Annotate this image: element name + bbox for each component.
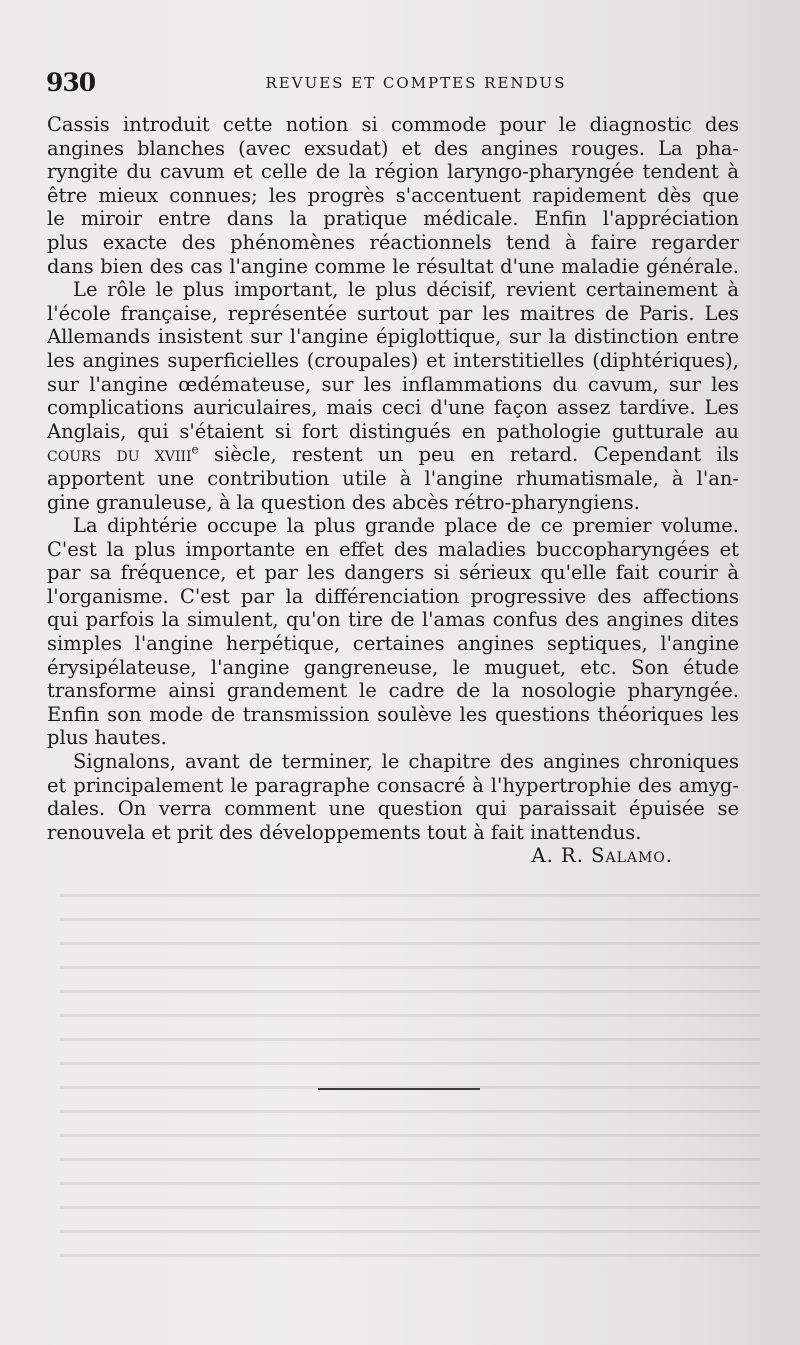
text-line: simples l'angine herpétique, certaines angines septiques, l'angine	[47, 632, 739, 656]
text-line: Allemands insistent sur l'angine épiglottique, sur la distinction entre	[47, 325, 739, 349]
bleed-through-texture	[60, 880, 760, 1260]
text-segment: cours du xviii	[47, 443, 192, 467]
text-line: dales. On verra comment une question qui paraissait épuisée se	[47, 797, 739, 821]
text-line: érysipélateuse, l'angine gangreneuse, le muguet, etc. Son étude	[47, 655, 739, 679]
text-line: C'est la plus importante en effet des maladies buccopharyngées et	[47, 537, 739, 561]
text-line: le miroir entre dans la pratique médicale. Enfin l'appréciation	[47, 207, 739, 231]
text-line: ryngite du cavum et celle de la région laryngo-pharyngée tendent à	[47, 160, 739, 184]
text-line: Anglais, qui s'étaient si fort distingués en pathologie gutturale au	[47, 419, 739, 443]
text-line: Le rôle le plus important, le plus décisif, revient certainement à	[73, 278, 739, 302]
text-line: transforme ainsi grandement le cadre de la nosologie pharyngée.	[47, 679, 739, 703]
text-line: dans bien des cas l'angine comme le résultat d'une maladie générale.	[47, 254, 739, 278]
text-line: sur l'angine œdémateuse, sur les inflammations du cavum, sur les	[47, 372, 739, 396]
text-line: plus exacte des phénomènes réactionnels tend à faire regarder	[47, 230, 739, 254]
text-segment: siècle, restent un peu en retard. Cependant ils	[198, 443, 739, 467]
text-line-composite	[47, 443, 739, 467]
author-signature: A. R. Salamo.	[531, 844, 673, 868]
text-line: qui parfois la simulent, qu'on tire de l'amas confus des angines dites	[47, 608, 739, 632]
body-text	[47, 113, 739, 868]
text-line: plus hautes.	[47, 726, 167, 750]
text-line: par sa fréquence, et par les dangers si sérieux qu'elle fait courir à	[47, 561, 739, 585]
running-head: REVUES ET COMPTES RENDUS	[265, 74, 567, 92]
text-line: être mieux connues; les progrès s'accentuent rapidement dès que	[47, 183, 739, 207]
text-line: gine granuleuse, à la question des abcès rétro-pharyngiens.	[47, 490, 640, 514]
superscript: e	[191, 442, 199, 457]
text-line: complications auriculaires, mais ceci d'une façon assez tardive. Les	[47, 396, 739, 420]
text-line: Enfin son mode de transmission soulève les questions théoriques les	[47, 702, 739, 726]
text-line: apportent une contribution utile à l'angine rhumatismale, à l'an-	[47, 466, 739, 490]
text-line: l'école française, représentée surtout par les maitres de Paris. Les	[47, 301, 739, 325]
text-line: les angines superficielles (croupales) et interstitielles (diphtériques),	[47, 348, 739, 372]
page-number: 930	[46, 68, 96, 97]
text-line: angines blanches (avec exsudat) et des angines rouges. La pha-	[47, 136, 739, 160]
section-divider	[318, 1088, 480, 1090]
signature-line	[47, 844, 739, 868]
text-line: et principalement le paragraphe consacré à l'hypertrophie des amyg-	[47, 773, 739, 797]
text-line: Signalons, avant de terminer, le chapitre des angines chroniques	[73, 750, 739, 774]
text-line: La diphtérie occupe la plus grande place de ce premier volume.	[73, 514, 739, 538]
text-line: l'organisme. C'est par la différenciation progressive des affections	[47, 584, 739, 608]
text-line: renouvela et prit des développements tout à fait inattendus.	[47, 820, 642, 844]
page-header	[46, 68, 746, 98]
text-line: Cassis introduit cette notion si commode pour le diagnostic des	[47, 113, 739, 136]
